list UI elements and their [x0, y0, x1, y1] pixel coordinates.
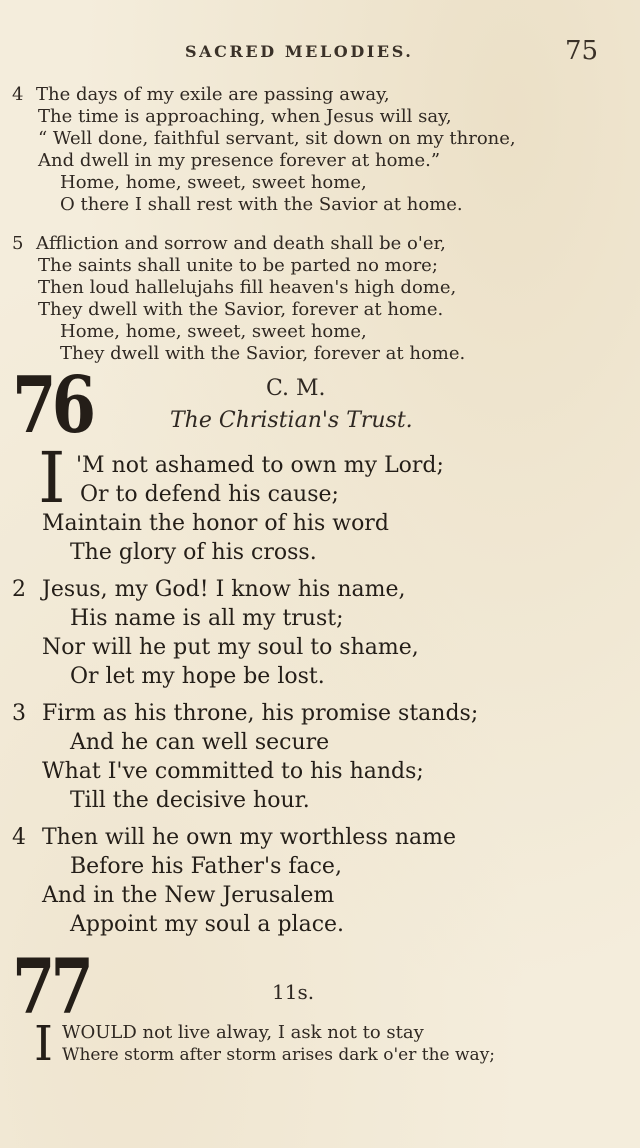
verse-line: WOULD not live alway, I ask not to stay [62, 1022, 424, 1043]
refrain-line: O there I shall rest with the Savior at home. [60, 194, 463, 215]
drop-cap: I [38, 437, 66, 519]
hymn-meter: 11s. [272, 980, 315, 1004]
refrain-line: They dwell with the Savior, forever at home. [60, 343, 466, 364]
verse-line: The time is approaching, when Jesus will say, [38, 106, 452, 127]
verse-line: Then loud hallelujahs fill heaven's high dome, [38, 277, 457, 298]
verse-line: Or to defend his cause; [80, 482, 339, 507]
verse-line: And in the New Jerusalem [42, 883, 335, 908]
verse-line: Or let my hope be lost. [70, 664, 325, 689]
verse-line: Nor will he put my soul to shame, [42, 635, 419, 660]
verse-line: Where storm after storm arises dark o'er the way; [62, 1045, 496, 1065]
verse-line: Till the decisive hour. [70, 788, 310, 813]
verse-line: What I've committed to his hands; [42, 759, 424, 784]
verse-line: They dwell with the Savior, forever at home. [38, 299, 444, 320]
page-header [0, 36, 640, 70]
verse-line: And dwell in my presence forever at home.” [38, 150, 441, 171]
verse-line: And he can well secure [70, 730, 330, 755]
verse-line: Appoint my soul a place. [70, 912, 345, 937]
verse-line: The saints shall unite to be parted no more; [38, 255, 438, 276]
stanza-number: 2 [12, 577, 26, 602]
verse-line: Affliction and sorrow and death shall be o'er, [36, 233, 446, 254]
page-number: 75 [565, 36, 599, 66]
hymn-title: The Christian's Trust. [170, 408, 413, 433]
verse-line: Jesus, my God! I know his name, [42, 577, 406, 602]
hymn-number: 77 [12, 942, 89, 1031]
verse-line: Then will he own my worthless name [42, 825, 457, 850]
verse-line: Maintain the honor of his word [42, 511, 389, 536]
hymn-number: 76 [12, 360, 92, 451]
verse-line: The days of my exile are passing away, [36, 84, 390, 105]
running-head: SACRED MELODIES. [185, 42, 414, 61]
stanza-number: 3 [12, 701, 26, 726]
verse-line: The glory of his cross. [70, 540, 317, 565]
verse-line: “ Well done, faithful servant, sit down on my throne, [38, 128, 516, 149]
verse-line: His name is all my trust; [70, 606, 344, 631]
refrain-line: Home, home, sweet, sweet home, [60, 321, 367, 342]
stanza-number: 5 [12, 233, 24, 254]
stanza-number: 4 [12, 84, 24, 105]
verse-line: Firm as his throne, his promise stands; [42, 701, 479, 726]
refrain-line: Home, home, sweet, sweet home, [60, 172, 367, 193]
verse-line: Before his Father's face, [70, 854, 342, 879]
drop-cap: I [34, 1016, 53, 1072]
verse-line: 'M not ashamed to own my Lord; [76, 453, 444, 478]
stanza-number: 4 [12, 825, 26, 850]
hymn-meter: C. M. [266, 376, 326, 401]
